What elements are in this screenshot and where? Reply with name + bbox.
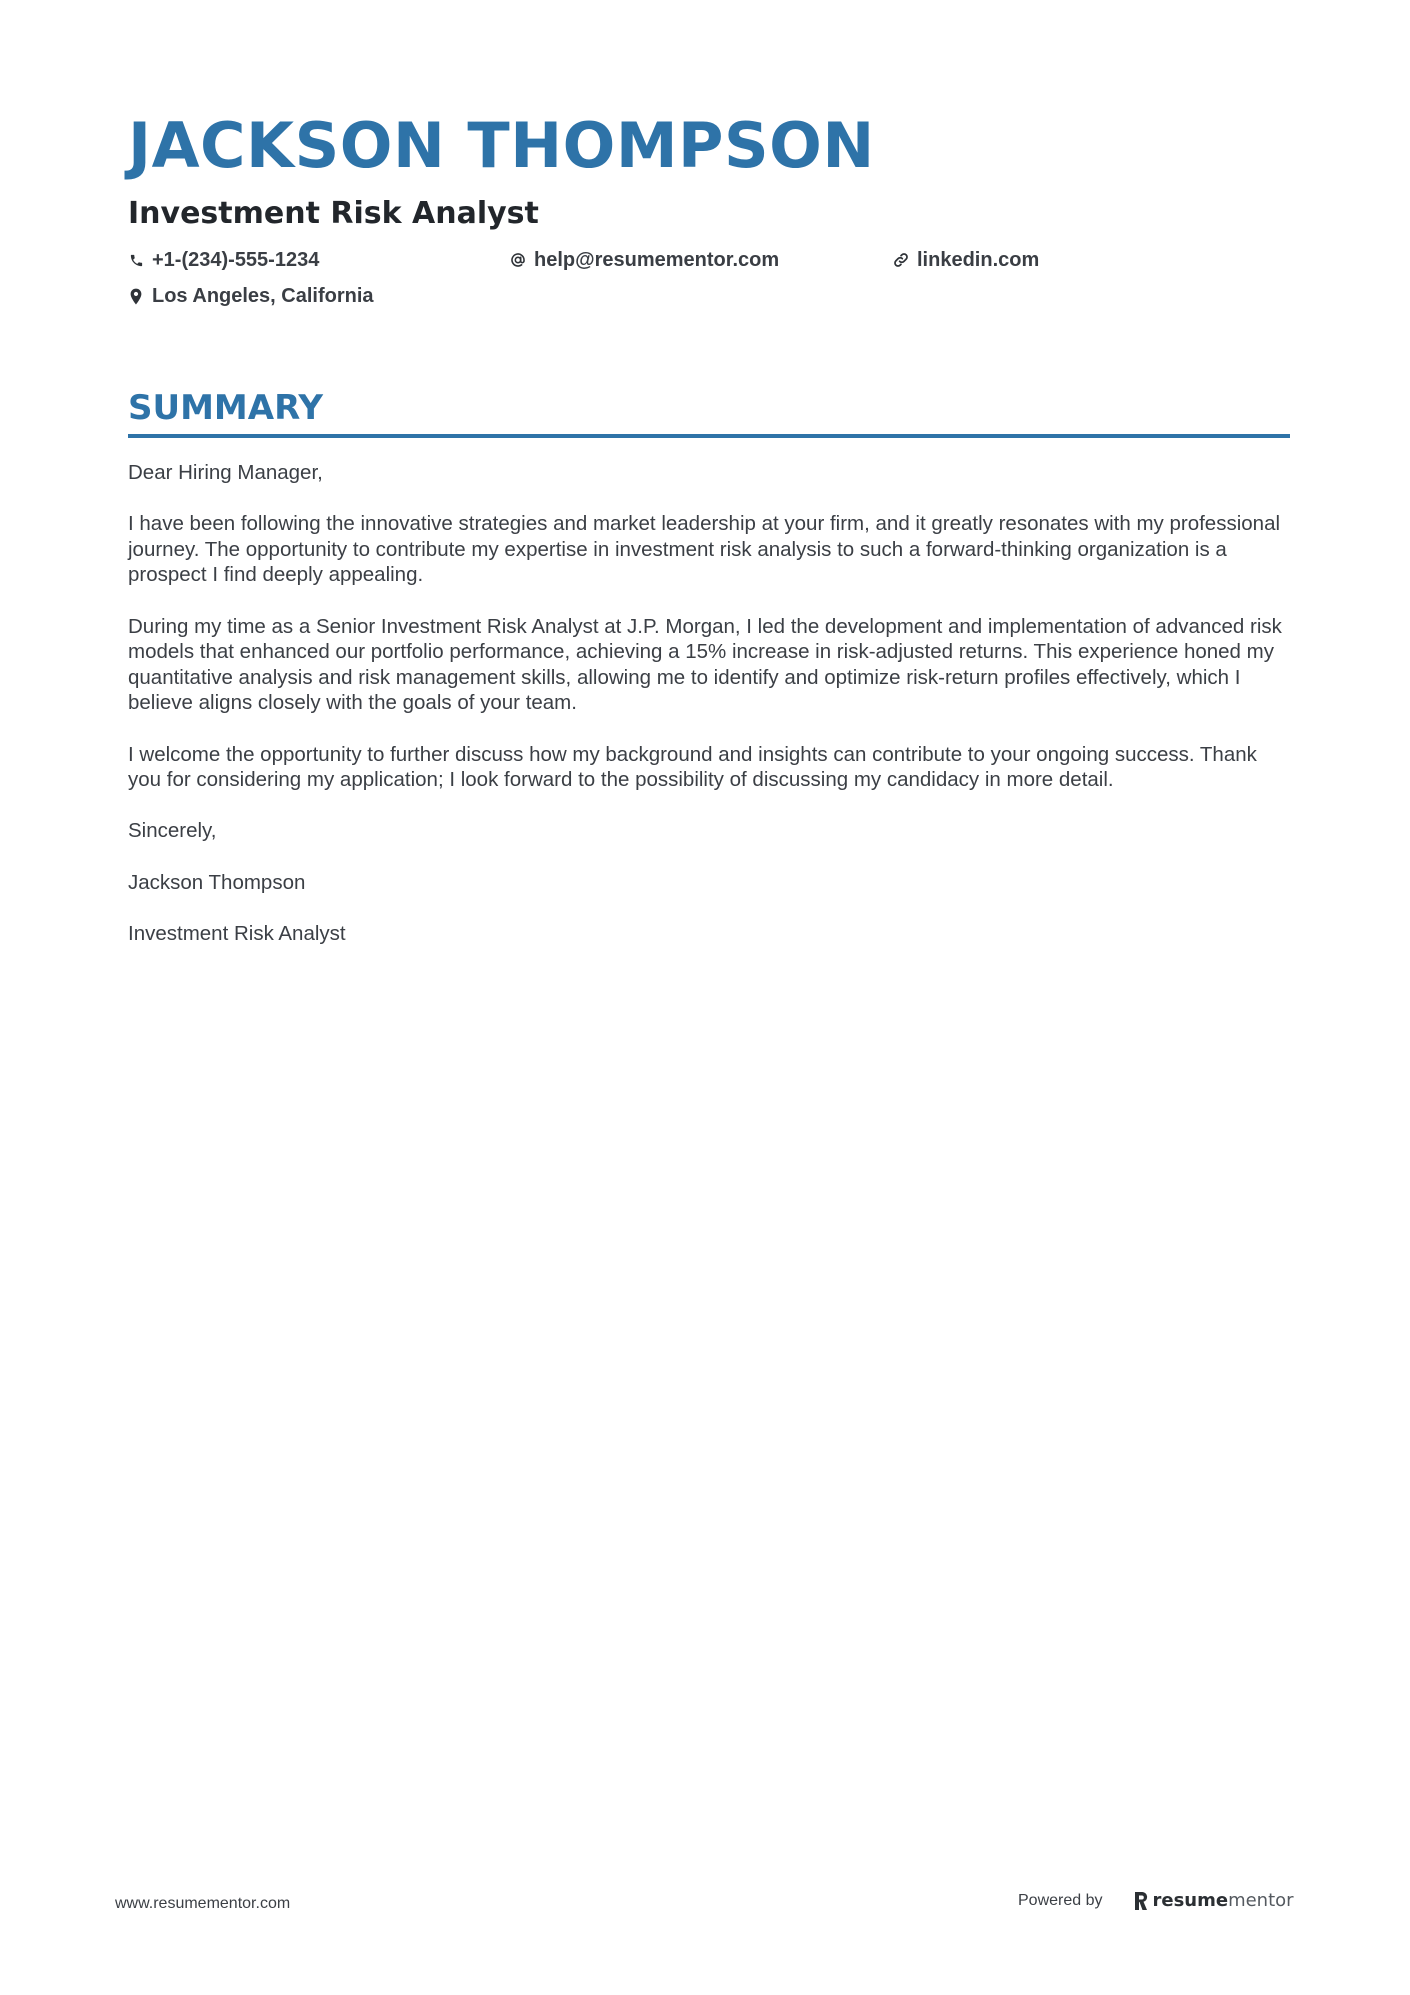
contact-phone	[128, 246, 319, 274]
candidate-name: JACKSON THOMPSON	[128, 109, 875, 182]
contact-linkedin	[893, 246, 1039, 274]
contact-location	[128, 282, 374, 310]
contact-email	[510, 246, 779, 274]
phone-icon	[128, 252, 144, 268]
letter-salutation: Dear Hiring Manager,	[128, 461, 323, 484]
link-icon	[893, 252, 909, 268]
letter-body	[128, 460, 1290, 946]
letter-paragraph: I have been following the innovative strategies and market leadership at your firm, and it greatly resonates with my professional journey. The opportunity to contribute my expertise in investment risk analysis to such a forward-thinking organization is a prospect I find deeply appealing.	[128, 512, 1281, 587]
letter-paragraph: I welcome the opportunity to further discuss how my background and insights can contribute to your ongoing success. Thank you for considering my application; I look forward to the possibility of discussing my candidacy in more detail.	[128, 742, 1257, 792]
brand-mark-icon	[1133, 1891, 1149, 1911]
candidate-role: Investment Risk Analyst	[128, 196, 539, 231]
brand-name-bold: resume	[1152, 1890, 1229, 1911]
section-title: SUMMARY	[128, 388, 324, 428]
brand-logo[interactable]	[1133, 1890, 1294, 1911]
brand-name-light: mentor	[1228, 1890, 1294, 1911]
phone-text: +1-(234)-555-1234	[152, 248, 320, 271]
linkedin-text: linkedin.com	[917, 248, 1040, 271]
powered-by-label: Powered by	[1018, 1891, 1103, 1909]
letter-paragraph: During my time as a Senior Investment Risk Analyst at J.P. Morgan, I led the development and implementation of advanced risk models that enhanced our portfolio performance, achieving a 15% increase in risk-adjusted returns. This experience honed my quantitative analysis and risk management skills, allowing me to identify and optimize risk-return profiles effectively, which I believe aligns closely with the goals of your team.	[128, 614, 1282, 715]
footer-website[interactable]: www.resumementor.com	[115, 1895, 291, 1912]
at-icon	[510, 252, 526, 268]
header	[128, 108, 1288, 326]
letter-signature-name: Jackson Thompson	[128, 870, 306, 894]
map-pin-icon	[128, 288, 144, 304]
letter-signature-role: Investment Risk Analyst	[128, 921, 346, 945]
location-text: Los Angeles, California	[152, 284, 374, 307]
summary-section	[128, 386, 1290, 972]
footer-branding	[1018, 1890, 1294, 1911]
email-text: help@resumementor.com	[534, 248, 780, 271]
contact-list	[128, 246, 1288, 326]
letter-closing: Sincerely,	[128, 819, 217, 843]
section-divider	[128, 434, 1290, 438]
